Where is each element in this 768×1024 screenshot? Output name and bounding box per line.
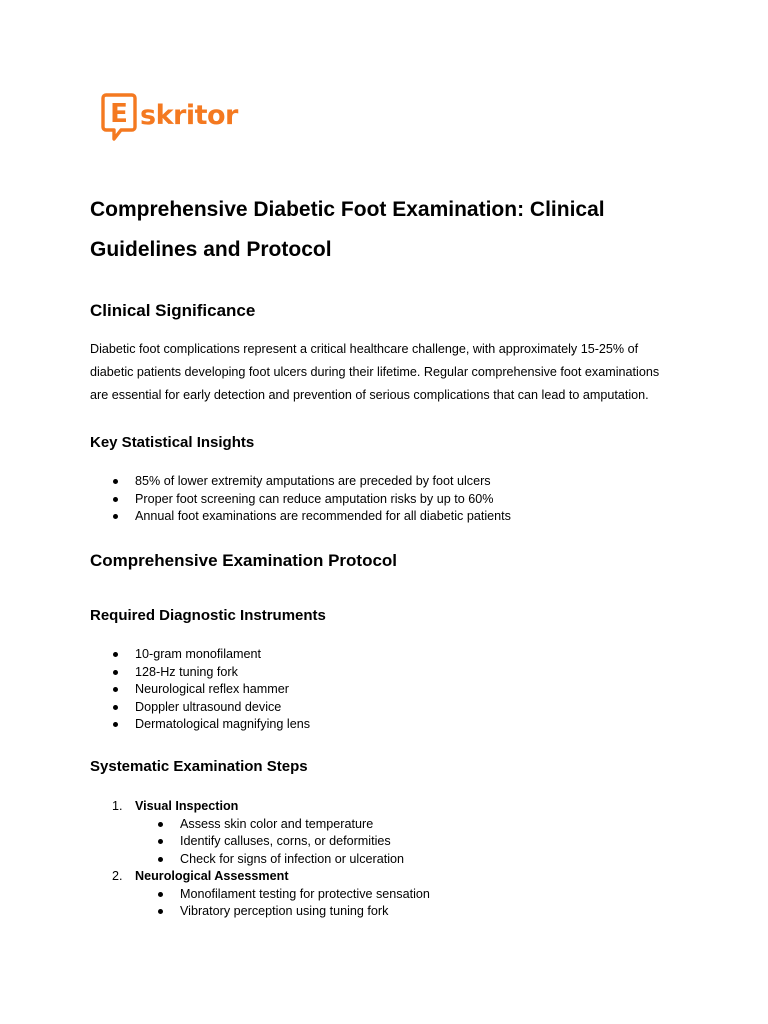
list-item: Monofilament testing for protective sensation [135,886,690,904]
document-title: Comprehensive Diabetic Foot Examination: Clinical Guidelines and Protocol [90,198,605,261]
step-number: 2. [112,869,123,883]
list-item: 85% of lower extremity amputations are preceded by foot ulcers [90,473,690,491]
steps-heading: Systematic Examination Steps [90,758,308,775]
list-item: Neurological reflex hammer [90,681,690,699]
key-insights-heading: Key Statistical Insights [90,434,255,451]
list-item: Doppler ultrasound device [90,699,690,717]
logo-letter: E [110,99,128,129]
clinical-significance-heading: Clinical Significance [90,301,256,320]
step-item [90,798,690,868]
protocol-heading: Comprehensive Examination Protocol [90,551,398,570]
list-item: 10-gram monofilament [90,646,690,664]
key-insights-list [90,473,690,526]
instruments-heading: Required Diagnostic Instruments [90,607,326,624]
list-item: Check for signs of infection or ulceration [135,851,690,869]
list-item: 128-Hz tuning fork [90,664,690,682]
step-item [90,868,690,921]
list-item: Annual foot examinations are recommended for all diabetic patients [90,508,690,526]
list-item: Identify calluses, corns, or deformities [135,833,690,851]
logo-e-icon [101,92,137,142]
step-title: Neurological Assessment [135,869,289,883]
clinical-significance-paragraph: Diabetic foot complications represent a critical healthcare challenge, with approximately 15-25% of diabetic patients developing foot ulcers during their lifetime. Regular comprehensive foot examinations are essential for early detection and prevention of serious complications that can lead to amputation. [90,342,660,402]
step-sublist [135,816,690,869]
step-title: Visual Inspection [135,799,239,813]
list-item: Vibratory perception using tuning fork [135,903,690,921]
list-item: Assess skin color and temperature [135,816,690,834]
step-sublist [135,886,690,921]
instruments-list [90,646,690,734]
step-number: 1. [112,799,123,813]
logo-wordmark: skritor [140,99,238,131]
list-item: Dermatological magnifying lens [90,716,690,734]
list-item: Proper foot screening can reduce amputation risks by up to 60% [90,491,690,509]
steps-list [90,798,690,921]
eskritor-logo [101,91,238,143]
